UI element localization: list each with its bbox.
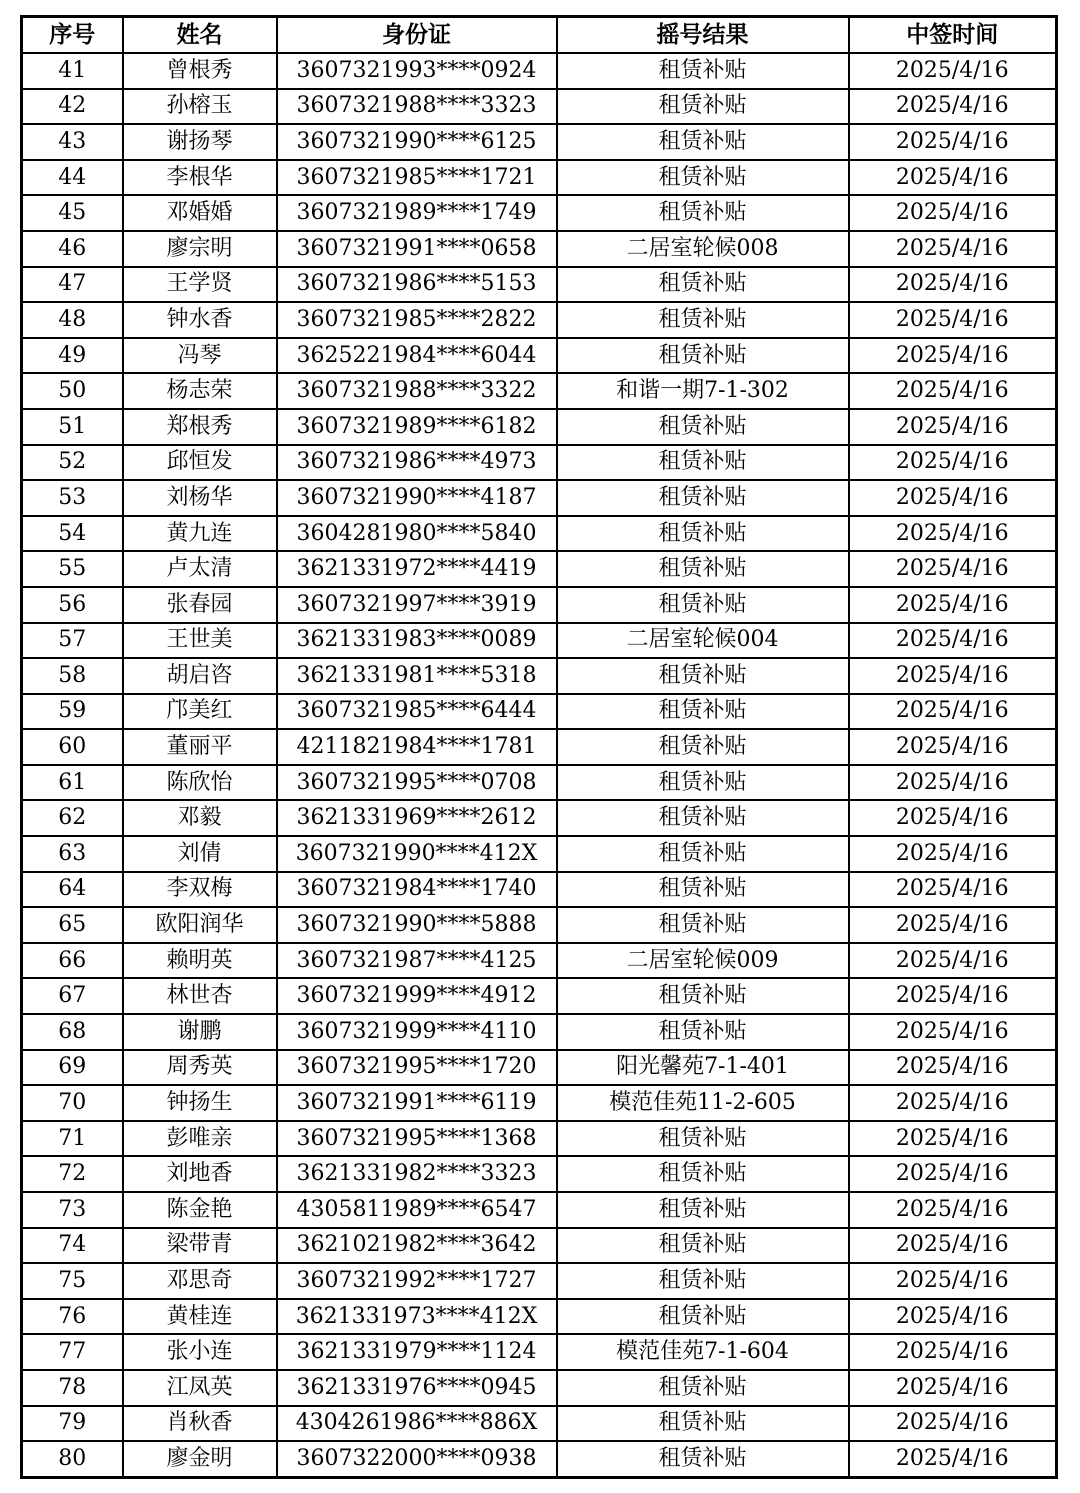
cell-index: 63 <box>22 836 123 872</box>
cell-name: 廖金明 <box>123 1441 277 1477</box>
cell-name: 谢鹏 <box>123 1014 277 1050</box>
cell-id-number: 3607321985****6444 <box>277 694 557 730</box>
header-index: 序号 <box>22 17 123 54</box>
cell-name: 郑根秀 <box>123 409 277 445</box>
table-row <box>22 623 1057 659</box>
cell-signing-date: 2025/4/16 <box>849 1370 1057 1406</box>
cell-lottery-result: 租赁补贴 <box>557 445 849 481</box>
header-lottery-result: 摇号结果 <box>557 17 849 54</box>
table-row <box>22 302 1057 338</box>
cell-lottery-result: 租赁补贴 <box>557 1406 849 1442</box>
cell-name: 邱恒发 <box>123 445 277 481</box>
cell-signing-date: 2025/4/16 <box>849 1121 1057 1157</box>
cell-name: 梁带青 <box>123 1228 277 1264</box>
cell-signing-date: 2025/4/16 <box>849 1085 1057 1121</box>
cell-id-number: 3621331972****4419 <box>277 551 557 587</box>
cell-lottery-result: 租赁补贴 <box>557 338 849 374</box>
lottery-results-table <box>20 15 1058 1479</box>
cell-index: 46 <box>22 231 123 267</box>
cell-signing-date: 2025/4/16 <box>849 1014 1057 1050</box>
table-row <box>22 195 1057 231</box>
cell-lottery-result: 租赁补贴 <box>557 89 849 125</box>
cell-index: 50 <box>22 373 123 409</box>
cell-signing-date: 2025/4/16 <box>849 124 1057 160</box>
table-row <box>22 765 1057 801</box>
cell-index: 64 <box>22 872 123 908</box>
cell-name: 冯琴 <box>123 338 277 374</box>
cell-id-number: 3607321990****4187 <box>277 480 557 516</box>
cell-index: 58 <box>22 658 123 694</box>
cell-index: 70 <box>22 1085 123 1121</box>
cell-signing-date: 2025/4/16 <box>849 302 1057 338</box>
cell-name: 张春园 <box>123 587 277 623</box>
cell-id-number: 4211821984****1781 <box>277 729 557 765</box>
cell-lottery-result: 租赁补贴 <box>557 302 849 338</box>
cell-lottery-result: 二居室轮候009 <box>557 943 849 979</box>
table-row <box>22 373 1057 409</box>
cell-index: 45 <box>22 195 123 231</box>
cell-name: 王世美 <box>123 623 277 659</box>
cell-index: 56 <box>22 587 123 623</box>
cell-lottery-result: 租赁补贴 <box>557 694 849 730</box>
cell-lottery-result: 租赁补贴 <box>557 1370 849 1406</box>
table-row <box>22 480 1057 516</box>
cell-lottery-result: 租赁补贴 <box>557 872 849 908</box>
cell-name: 周秀英 <box>123 1050 277 1086</box>
cell-lottery-result: 和谐一期7-1-302 <box>557 373 849 409</box>
header-name: 姓名 <box>123 17 277 54</box>
cell-signing-date: 2025/4/16 <box>849 373 1057 409</box>
cell-lottery-result: 租赁补贴 <box>557 124 849 160</box>
cell-name: 刘地香 <box>123 1156 277 1192</box>
cell-name: 邓毅 <box>123 800 277 836</box>
table-row <box>22 1334 1057 1370</box>
cell-lottery-result: 租赁补贴 <box>557 800 849 836</box>
cell-name: 孙榕玉 <box>123 89 277 125</box>
cell-index: 51 <box>22 409 123 445</box>
cell-index: 80 <box>22 1441 123 1477</box>
cell-name: 钟扬生 <box>123 1085 277 1121</box>
cell-signing-date: 2025/4/16 <box>849 1406 1057 1442</box>
cell-signing-date: 2025/4/16 <box>849 267 1057 303</box>
cell-index: 66 <box>22 943 123 979</box>
cell-index: 67 <box>22 978 123 1014</box>
table-row <box>22 978 1057 1014</box>
table-row <box>22 1050 1057 1086</box>
table-row <box>22 800 1057 836</box>
cell-index: 62 <box>22 800 123 836</box>
cell-id-number: 3607321985****2822 <box>277 302 557 338</box>
cell-id-number: 3607321986****5153 <box>277 267 557 303</box>
cell-signing-date: 2025/4/16 <box>849 160 1057 196</box>
header-signing-date: 中签时间 <box>849 17 1057 54</box>
table-row <box>22 409 1057 445</box>
cell-name: 彭唯亲 <box>123 1121 277 1157</box>
cell-lottery-result: 租赁补贴 <box>557 160 849 196</box>
table-row <box>22 124 1057 160</box>
cell-index: 57 <box>22 623 123 659</box>
cell-id-number: 3607321995****1368 <box>277 1121 557 1157</box>
cell-index: 79 <box>22 1406 123 1442</box>
cell-name: 林世杏 <box>123 978 277 1014</box>
cell-lottery-result: 租赁补贴 <box>557 267 849 303</box>
table-row <box>22 1299 1057 1335</box>
table-row <box>22 1121 1057 1157</box>
cell-index: 74 <box>22 1228 123 1264</box>
table-header <box>22 17 1057 54</box>
table-row <box>22 729 1057 765</box>
cell-index: 60 <box>22 729 123 765</box>
cell-lottery-result: 阳光馨苑7-1-401 <box>557 1050 849 1086</box>
table-row <box>22 836 1057 872</box>
table-row <box>22 1441 1057 1477</box>
cell-id-number: 3625221984****6044 <box>277 338 557 374</box>
cell-name: 邓思奇 <box>123 1263 277 1299</box>
cell-id-number: 3621331983****0089 <box>277 623 557 659</box>
cell-name: 李根华 <box>123 160 277 196</box>
cell-index: 59 <box>22 694 123 730</box>
cell-signing-date: 2025/4/16 <box>849 943 1057 979</box>
cell-name: 陈欣怡 <box>123 765 277 801</box>
cell-name: 江凤英 <box>123 1370 277 1406</box>
cell-index: 78 <box>22 1370 123 1406</box>
cell-index: 76 <box>22 1299 123 1335</box>
cell-id-number: 4304261986****886X <box>277 1406 557 1442</box>
table-row <box>22 160 1057 196</box>
cell-signing-date: 2025/4/16 <box>849 231 1057 267</box>
cell-id-number: 3607321988****3323 <box>277 89 557 125</box>
cell-id-number: 3607321988****3322 <box>277 373 557 409</box>
cell-id-number: 3607321992****1727 <box>277 1263 557 1299</box>
cell-id-number: 3604281980****5840 <box>277 516 557 552</box>
cell-name: 卢太清 <box>123 551 277 587</box>
table-row <box>22 872 1057 908</box>
cell-lottery-result: 租赁补贴 <box>557 53 849 89</box>
cell-name: 黄桂连 <box>123 1299 277 1335</box>
cell-name: 刘倩 <box>123 836 277 872</box>
cell-signing-date: 2025/4/16 <box>849 765 1057 801</box>
cell-id-number: 3607321989****1749 <box>277 195 557 231</box>
cell-signing-date: 2025/4/16 <box>849 907 1057 943</box>
cell-lottery-result: 租赁补贴 <box>557 907 849 943</box>
table-row <box>22 1406 1057 1442</box>
cell-name: 肖秋香 <box>123 1406 277 1442</box>
cell-signing-date: 2025/4/16 <box>849 872 1057 908</box>
cell-name: 谢扬琴 <box>123 124 277 160</box>
cell-index: 41 <box>22 53 123 89</box>
cell-lottery-result: 租赁补贴 <box>557 1441 849 1477</box>
table-row <box>22 1192 1057 1228</box>
table-row <box>22 267 1057 303</box>
cell-id-number: 3621021982****3642 <box>277 1228 557 1264</box>
cell-id-number: 3607321986****4973 <box>277 445 557 481</box>
cell-signing-date: 2025/4/16 <box>849 409 1057 445</box>
cell-id-number: 3607322000****0938 <box>277 1441 557 1477</box>
cell-signing-date: 2025/4/16 <box>849 587 1057 623</box>
cell-lottery-result: 租赁补贴 <box>557 1014 849 1050</box>
cell-id-number: 3607321984****1740 <box>277 872 557 908</box>
cell-lottery-result: 租赁补贴 <box>557 1263 849 1299</box>
cell-signing-date: 2025/4/16 <box>849 1192 1057 1228</box>
cell-signing-date: 2025/4/16 <box>849 445 1057 481</box>
table-row <box>22 89 1057 125</box>
table-row <box>22 1228 1057 1264</box>
cell-index: 49 <box>22 338 123 374</box>
table-body <box>22 53 1057 1477</box>
cell-signing-date: 2025/4/16 <box>849 623 1057 659</box>
cell-id-number: 3607321990****412X <box>277 836 557 872</box>
table-row <box>22 516 1057 552</box>
cell-lottery-result: 二居室轮候004 <box>557 623 849 659</box>
cell-id-number: 3607321999****4912 <box>277 978 557 1014</box>
cell-index: 73 <box>22 1192 123 1228</box>
cell-lottery-result: 租赁补贴 <box>557 1121 849 1157</box>
table-row <box>22 1370 1057 1406</box>
cell-name: 欧阳润华 <box>123 907 277 943</box>
cell-signing-date: 2025/4/16 <box>849 836 1057 872</box>
cell-index: 47 <box>22 267 123 303</box>
table-row <box>22 694 1057 730</box>
cell-lottery-result: 租赁补贴 <box>557 1228 849 1264</box>
cell-id-number: 3607321993****0924 <box>277 53 557 89</box>
table-row <box>22 445 1057 481</box>
cell-name: 胡启咨 <box>123 658 277 694</box>
cell-id-number: 3607321995****0708 <box>277 765 557 801</box>
cell-id-number: 3607321995****1720 <box>277 1050 557 1086</box>
table-row <box>22 338 1057 374</box>
cell-lottery-result: 租赁补贴 <box>557 1299 849 1335</box>
table-row <box>22 658 1057 694</box>
cell-lottery-result: 租赁补贴 <box>557 195 849 231</box>
cell-signing-date: 2025/4/16 <box>849 480 1057 516</box>
cell-id-number: 3607321990****6125 <box>277 124 557 160</box>
cell-index: 75 <box>22 1263 123 1299</box>
cell-name: 杨志荣 <box>123 373 277 409</box>
cell-signing-date: 2025/4/16 <box>849 729 1057 765</box>
cell-lottery-result: 租赁补贴 <box>557 978 849 1014</box>
cell-index: 61 <box>22 765 123 801</box>
table-row <box>22 1156 1057 1192</box>
table-row <box>22 943 1057 979</box>
cell-id-number: 3621331969****2612 <box>277 800 557 836</box>
cell-signing-date: 2025/4/16 <box>849 1228 1057 1264</box>
cell-signing-date: 2025/4/16 <box>849 800 1057 836</box>
cell-id-number: 4305811989****6547 <box>277 1192 557 1228</box>
cell-signing-date: 2025/4/16 <box>849 195 1057 231</box>
cell-name: 李双梅 <box>123 872 277 908</box>
cell-index: 68 <box>22 1014 123 1050</box>
cell-lottery-result: 租赁补贴 <box>557 480 849 516</box>
cell-lottery-result: 租赁补贴 <box>557 658 849 694</box>
table-row <box>22 231 1057 267</box>
cell-name: 陈金艳 <box>123 1192 277 1228</box>
cell-id-number: 3607321997****3919 <box>277 587 557 623</box>
table-row <box>22 53 1057 89</box>
cell-id-number: 3607321991****0658 <box>277 231 557 267</box>
table-row <box>22 1085 1057 1121</box>
cell-lottery-result: 租赁补贴 <box>557 587 849 623</box>
cell-signing-date: 2025/4/16 <box>849 1050 1057 1086</box>
cell-signing-date: 2025/4/16 <box>849 1441 1057 1477</box>
cell-id-number: 3607321990****5888 <box>277 907 557 943</box>
cell-index: 71 <box>22 1121 123 1157</box>
header-id-number: 身份证 <box>277 17 557 54</box>
cell-id-number: 3621331981****5318 <box>277 658 557 694</box>
cell-name: 黄九连 <box>123 516 277 552</box>
table-row <box>22 1014 1057 1050</box>
cell-index: 53 <box>22 480 123 516</box>
cell-id-number: 3607321987****4125 <box>277 943 557 979</box>
cell-name: 张小连 <box>123 1334 277 1370</box>
cell-id-number: 3607321999****4110 <box>277 1014 557 1050</box>
cell-index: 55 <box>22 551 123 587</box>
cell-id-number: 3621331979****1124 <box>277 1334 557 1370</box>
cell-lottery-result: 模范佳苑7-1-604 <box>557 1334 849 1370</box>
cell-name: 王学贤 <box>123 267 277 303</box>
cell-lottery-result: 租赁补贴 <box>557 516 849 552</box>
cell-name: 刘杨华 <box>123 480 277 516</box>
cell-name: 曾根秀 <box>123 53 277 89</box>
header-row <box>22 17 1057 54</box>
cell-index: 69 <box>22 1050 123 1086</box>
cell-name: 钟水香 <box>123 302 277 338</box>
cell-name: 董丽平 <box>123 729 277 765</box>
cell-signing-date: 2025/4/16 <box>849 1156 1057 1192</box>
cell-signing-date: 2025/4/16 <box>849 516 1057 552</box>
cell-signing-date: 2025/4/16 <box>849 89 1057 125</box>
cell-name: 赖明英 <box>123 943 277 979</box>
cell-lottery-result: 租赁补贴 <box>557 765 849 801</box>
cell-signing-date: 2025/4/16 <box>849 551 1057 587</box>
cell-id-number: 3607321989****6182 <box>277 409 557 445</box>
cell-signing-date: 2025/4/16 <box>849 53 1057 89</box>
cell-signing-date: 2025/4/16 <box>849 1334 1057 1370</box>
cell-index: 48 <box>22 302 123 338</box>
cell-index: 65 <box>22 907 123 943</box>
cell-lottery-result: 租赁补贴 <box>557 1156 849 1192</box>
cell-index: 72 <box>22 1156 123 1192</box>
table-row <box>22 1263 1057 1299</box>
table-row <box>22 551 1057 587</box>
cell-signing-date: 2025/4/16 <box>849 658 1057 694</box>
cell-lottery-result: 二居室轮候008 <box>557 231 849 267</box>
cell-lottery-result: 租赁补贴 <box>557 409 849 445</box>
cell-index: 43 <box>22 124 123 160</box>
cell-id-number: 3607321991****6119 <box>277 1085 557 1121</box>
cell-name: 邝美红 <box>123 694 277 730</box>
table-row <box>22 907 1057 943</box>
cell-id-number: 3621331973****412X <box>277 1299 557 1335</box>
cell-signing-date: 2025/4/16 <box>849 1263 1057 1299</box>
cell-index: 52 <box>22 445 123 481</box>
table-row <box>22 587 1057 623</box>
cell-index: 77 <box>22 1334 123 1370</box>
cell-signing-date: 2025/4/16 <box>849 978 1057 1014</box>
cell-lottery-result: 租赁补贴 <box>557 729 849 765</box>
cell-id-number: 3607321985****1721 <box>277 160 557 196</box>
cell-signing-date: 2025/4/16 <box>849 338 1057 374</box>
cell-lottery-result: 租赁补贴 <box>557 551 849 587</box>
cell-signing-date: 2025/4/16 <box>849 1299 1057 1335</box>
cell-signing-date: 2025/4/16 <box>849 694 1057 730</box>
cell-name: 廖宗明 <box>123 231 277 267</box>
cell-index: 44 <box>22 160 123 196</box>
cell-name: 邓婚婚 <box>123 195 277 231</box>
cell-lottery-result: 模范佳苑11-2-605 <box>557 1085 849 1121</box>
cell-index: 54 <box>22 516 123 552</box>
cell-lottery-result: 租赁补贴 <box>557 836 849 872</box>
cell-lottery-result: 租赁补贴 <box>557 1192 849 1228</box>
cell-id-number: 3621331982****3323 <box>277 1156 557 1192</box>
cell-index: 42 <box>22 89 123 125</box>
cell-id-number: 3621331976****0945 <box>277 1370 557 1406</box>
